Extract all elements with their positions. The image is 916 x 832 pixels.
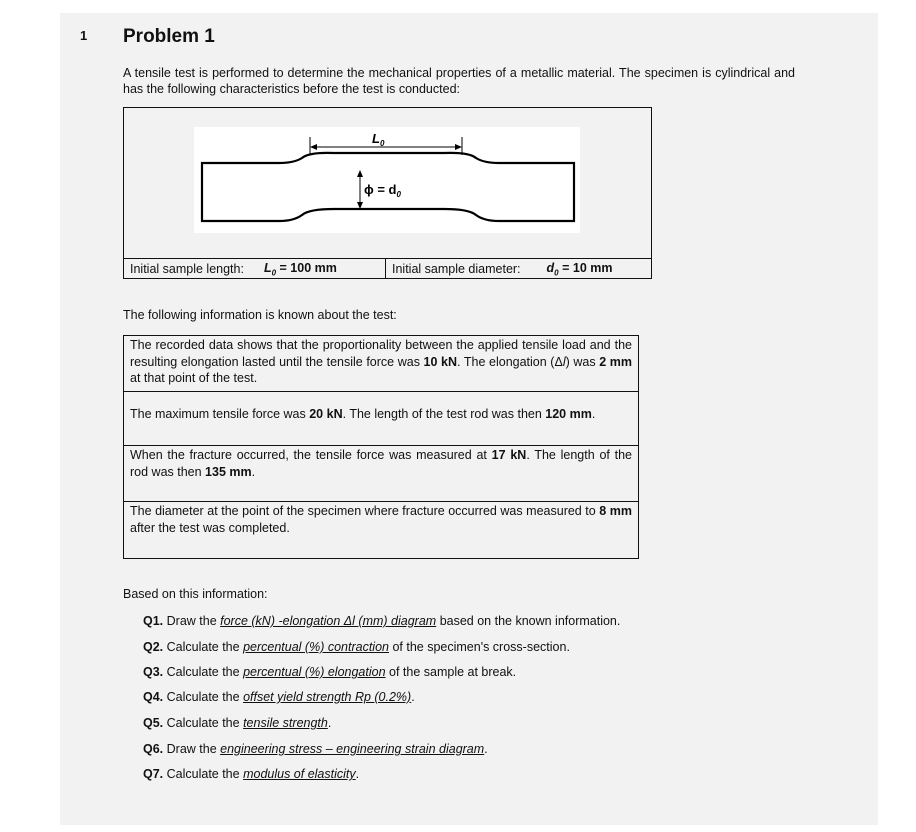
length-arrow-left xyxy=(310,144,317,150)
diameter-subscript: 0 xyxy=(396,190,401,199)
specimen-figure-table xyxy=(123,107,652,279)
length-symbol: L xyxy=(372,131,380,146)
svg-text:ϕ = d0 xyxy=(364,182,402,199)
question-q2: Q2. Calculate the percentual (%) contraction of the specimen's cross-section. xyxy=(143,640,570,654)
question-q1: Q1. Draw the force (kN) -elongation Δl (mm) diagram based on the known information. xyxy=(143,614,621,628)
question-q7: Q7. Calculate the modulus of elasticity. xyxy=(143,767,360,781)
diameter-arrow-top xyxy=(357,170,363,177)
question-q5: Q5. Calculate the tensile strength. xyxy=(143,716,332,730)
info-cell-maximum-force: The maximum tensile force was 20 kN. The length of the test rod was then 120 mm. xyxy=(124,392,638,446)
length-arrow-right xyxy=(455,144,462,150)
info-cell-fracture: When the fracture occurred, the tensile force was measured at 17 kN. The length of the rod was then 135 mm. xyxy=(124,446,638,502)
svg-text:L0 xyxy=(372,131,385,148)
intro-paragraph: A tensile test is performed to determine the mechanical properties of a metallic material. The specimen is cylindrical and has the following characteristics before the test is conducted: xyxy=(123,66,795,96)
dimensions-row xyxy=(124,258,651,279)
diameter-value: $d_0 = 10$ mm xyxy=(546,260,613,278)
diameter-cell xyxy=(386,259,612,279)
length-cell xyxy=(124,259,386,279)
known-info-label: The following information is known about the test: xyxy=(123,308,397,322)
length-label: Initial sample length: xyxy=(130,262,244,276)
question-q6: Q6. Draw the engineering stress – engineering strain diagram. xyxy=(143,742,488,756)
question-q4: Q4. Calculate the offset yield strength Rp (0.2%). xyxy=(143,690,415,704)
specimen-diagram xyxy=(194,127,580,233)
diameter-label: ϕ = d xyxy=(364,182,397,197)
info-cell-proportionality: The recorded data shows that the proportionality between the applied tensile load and the resulting elongation lasted until the tensile force was 10 kN. The elongation (Δl) was 2 mm at that point of the test. xyxy=(124,336,638,392)
known-info-table xyxy=(123,335,639,559)
specimen-drawing xyxy=(194,127,580,233)
based-on-label: Based on this information: xyxy=(123,587,268,601)
info-cell-diameter: The diameter at the point of the specimen where fracture occurred was measured to 8 mm after the test was completed. xyxy=(130,504,633,535)
length-subscript: 0 xyxy=(379,139,385,148)
diameter-text-label: Initial sample diameter: xyxy=(392,262,521,276)
length-value: $L_0 = 100$ mm xyxy=(263,260,337,278)
problem-title: Problem 1 xyxy=(123,26,215,47)
problem-number: 1 xyxy=(80,28,88,43)
question-q3: Q3. Calculate the percentual (%) elongation of the sample at break. xyxy=(143,665,517,679)
